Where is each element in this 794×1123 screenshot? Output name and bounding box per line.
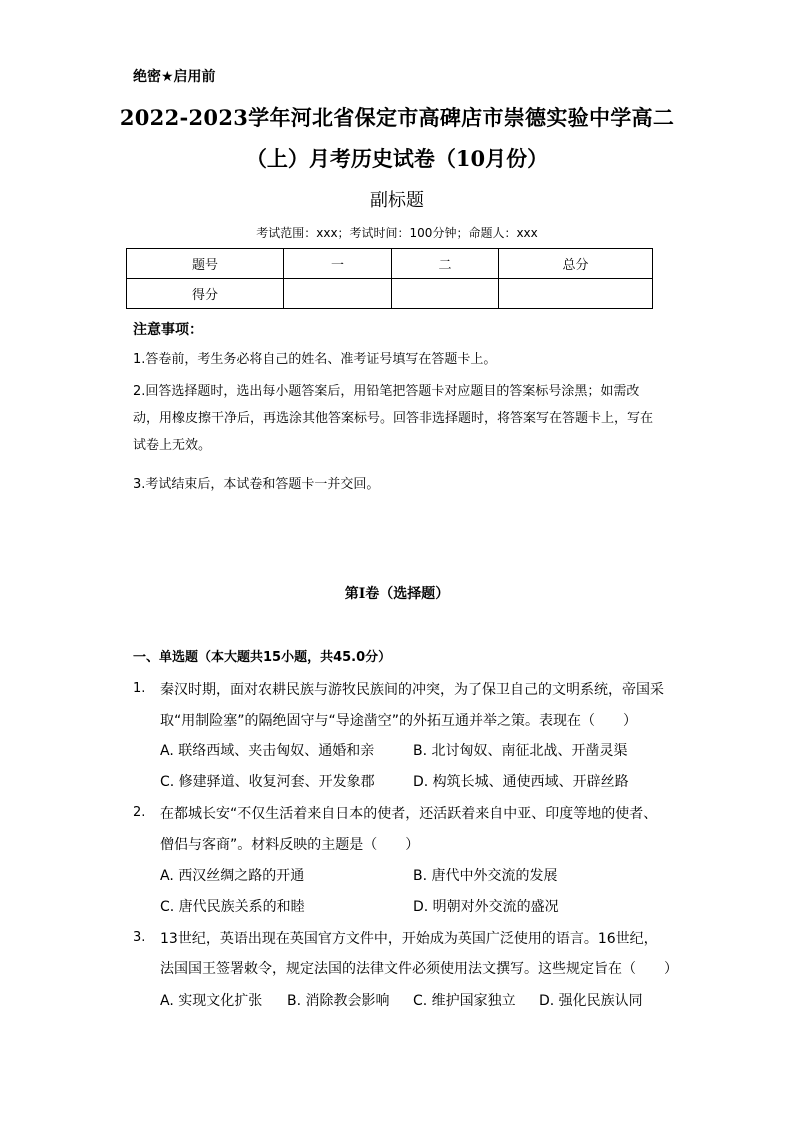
score-header-cell: 总分	[499, 249, 653, 279]
option-a[interactable]: A. 联络西域、夹击匈奴、通婚和亲	[160, 743, 375, 759]
option-b[interactable]: B. 唐代中外交流的发展	[413, 868, 558, 884]
part-title: 第I卷（选择题）	[344, 586, 450, 602]
score-cell[interactable]	[499, 279, 653, 309]
option-c[interactable]: C. 维护国家独立	[413, 993, 516, 1009]
option-b[interactable]: B. 消除教会影响	[287, 993, 390, 1009]
score-cell[interactable]	[392, 279, 499, 309]
option-a[interactable]: A. 实现文化扩张	[160, 993, 263, 1009]
subtitle: 副标题	[370, 190, 424, 211]
score-header-cell: 二	[392, 249, 499, 279]
exam-title-line1: 2022-2023学年河北省保定市高碑店市崇德实验中学高二	[119, 105, 675, 130]
score-table-score-row	[127, 279, 653, 309]
notes-title: 注意事项：	[133, 322, 203, 338]
score-header-cell: 一	[284, 249, 392, 279]
question-number: 1.	[133, 681, 146, 696]
question-text-line: 僧侣与客商”。材料反映的主题是（ ）	[160, 837, 420, 853]
score-cell[interactable]	[284, 279, 392, 309]
exam-info: 考试范围：xxx；考试时间：100分钟；命题人：xxx	[256, 226, 538, 240]
question-number: 3.	[133, 930, 146, 945]
question-text-line: 秦汉时期，面对农耕民族与游牧民族间的冲突，为了保卫自己的文明系统，帝国采	[160, 682, 664, 698]
note-item-1: 1.答卷前，考生务必将自己的姓名、准考证号填写在答题卡上。	[133, 352, 497, 367]
option-a[interactable]: A. 西汉丝绸之路的开通	[160, 868, 305, 884]
confidential-label: 绝密★启用前	[133, 69, 216, 85]
option-c[interactable]: C. 修建驿道、收复河套、开发象郡	[160, 774, 375, 790]
exam-title-line2: （上）月考历史试卷（10月份）	[245, 146, 549, 171]
option-b[interactable]: B. 北讨匈奴、南征北战、开凿灵渠	[413, 743, 628, 759]
score-table-header-row	[127, 249, 653, 279]
score-table	[126, 248, 653, 309]
score-row-label: 得分	[127, 279, 284, 309]
question-text-line: 取“用制险塞”的隔绝固守与“导途凿空”的外拓互通并举之策。表现在（ ）	[160, 713, 638, 729]
question-text-line: 13世纪，英语出现在英国官方文件中，开始成为英国广泛使用的语言。16世纪，	[160, 931, 658, 947]
question-number: 2.	[133, 805, 146, 820]
section-title: 一、单选题（本大题共15小题，共45.0分）	[133, 650, 392, 665]
question-text-line: 法国国王签署敕令，规定法国的法律文件必须使用法文撰写。这些规定旨在（ ）	[160, 961, 678, 977]
option-d[interactable]: D. 构筑长城、通使西域、开辟丝路	[413, 774, 629, 790]
option-d[interactable]: D. 明朝对外交流的盛况	[413, 899, 559, 915]
option-c[interactable]: C. 唐代民族关系的和睦	[160, 899, 305, 915]
score-header-cell: 题号	[127, 249, 284, 279]
note-item-2: 2.回答选择题时，选出每小题答案后，用铅笔把答题卡对应题目的答案标号涂黑；如需改动，用橡皮擦干净后，再选涂其他答案标号。回答非选择题时，将答案写在答题卡上，写在试卷上无效。	[133, 384, 654, 453]
option-d[interactable]: D. 强化民族认同	[539, 993, 643, 1009]
question-text-line: 在都城长安“不仅生活着来自日本的使者，还活跃着来自中亚、印度等地的使者、	[160, 806, 658, 822]
note-item-3: 3.考试结束后，本试卷和答题卡一并交回。	[133, 477, 380, 492]
